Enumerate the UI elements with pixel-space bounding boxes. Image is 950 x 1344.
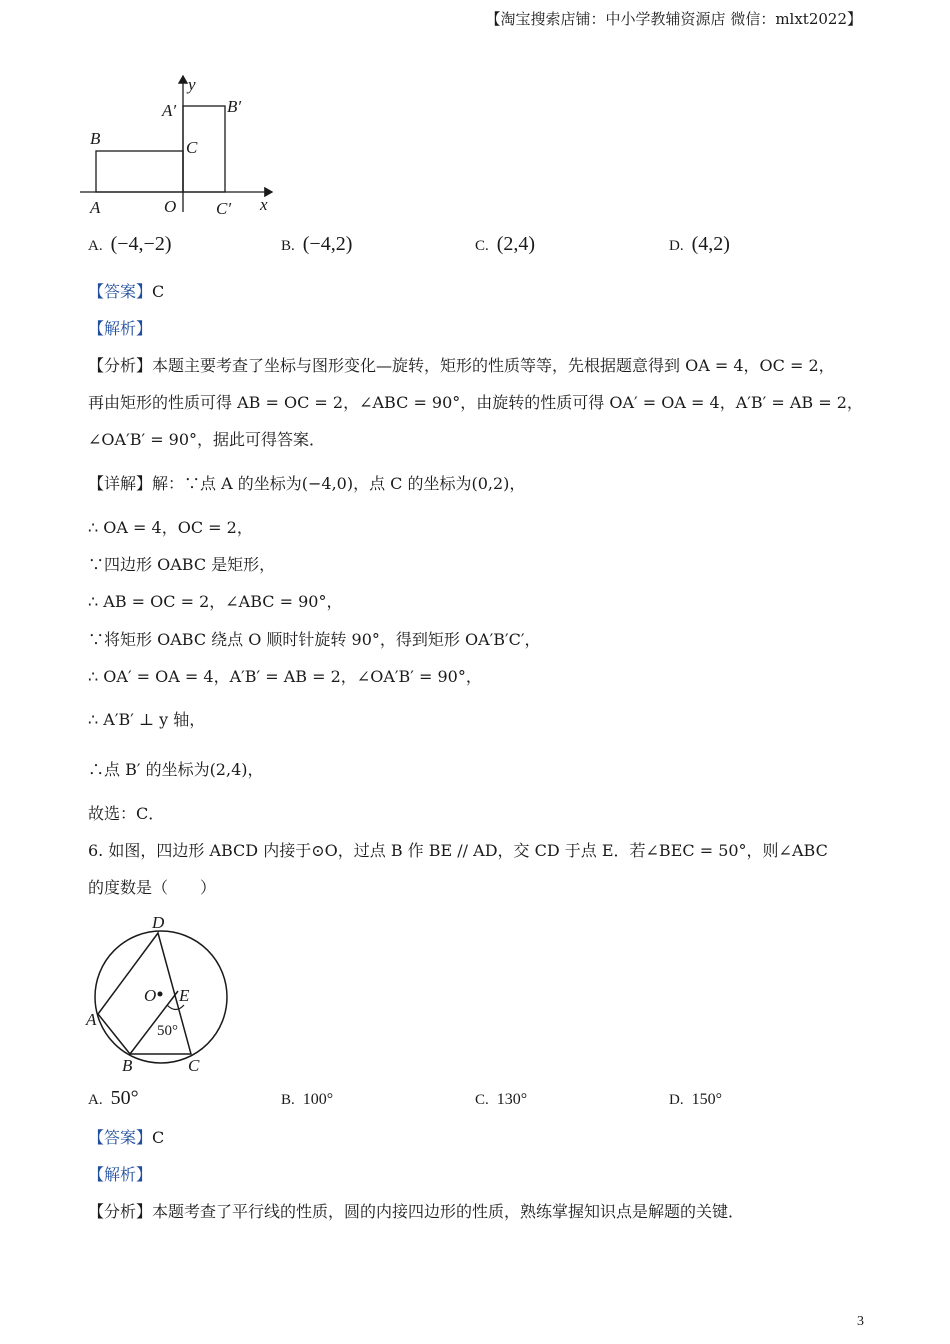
q5-option-a: A. (−4,−2)	[88, 233, 172, 255]
q6-option-c: C. 130°	[475, 1091, 528, 1108]
label-C-prime: C′	[216, 199, 232, 218]
label-B: B	[90, 129, 101, 148]
q5-detail-line2: ∴ OA = 4，OC = 2，	[88, 518, 253, 537]
rectangle-OABC	[96, 151, 183, 192]
q5-fenxi-line2: 再由矩形的性质可得 AB = OC = 2，∠ABC = 90°，由旋转的性质可得 OA′ = OA = 4，A′B′ = AB = 2，	[88, 393, 863, 412]
q5-detail-line6: ∴ OA′ = OA = 4，A′B′ = AB = 2，∠OA′B′ = 90°，	[88, 667, 482, 686]
label-B-prime: B′	[227, 97, 242, 116]
q5-answer: 【答案】C	[88, 282, 165, 301]
q6-option-b: B. 100°	[281, 1091, 334, 1108]
q5-detail-line3: ∵四边形 OABC 是矩形，	[88, 555, 276, 574]
label-O: O	[164, 197, 177, 216]
q5-detail-line4: ∴ AB = OC = 2，∠ABC = 90°，	[88, 592, 343, 611]
label-A: A	[90, 198, 101, 217]
q5-fenxi-line1: 【分析】本题主要考查了坐标与图形变化—旋转，矩形的性质等等，先根据题意得到 OA = 4，OC = 2，	[88, 356, 835, 375]
q5-detail-line8: ∴点 B′ 的坐标为(2,4)，	[88, 760, 264, 779]
q6-answer: 【答案】C	[88, 1128, 165, 1147]
label-C: C	[186, 138, 198, 157]
q5-fenxi-line3: ∠OA′B′ = 90°，据此可得答案．	[88, 430, 326, 449]
label-E: E	[179, 986, 190, 1005]
circle-O	[95, 931, 227, 1063]
center-dot	[158, 992, 163, 997]
q6-analysis-tag: 【解析】	[88, 1165, 153, 1184]
angle-arc-BEC	[167, 1005, 184, 1010]
q6-option-d: D. 150°	[669, 1091, 722, 1108]
label-D: D	[152, 913, 165, 932]
q6-stem-line2: 的度数是（ ）	[88, 878, 217, 897]
q5-option-b: B. (−4,2)	[281, 233, 353, 255]
q5-option-d: D. (4,2)	[669, 233, 730, 255]
q6-stem-line1: 6. 如图，四边形 ABCD 内接于⊙O，过点 B 作 BE // AD，交 CD 于点 E．若∠BEC = 50°，则∠ABC	[88, 841, 828, 860]
q6-option-a: A. 50°	[88, 1087, 139, 1109]
label-B: B	[122, 1056, 133, 1075]
page-number: 3	[857, 1314, 864, 1329]
label-C: C	[188, 1056, 200, 1075]
q5-detail-line7: ∴ A′B′ ⊥ y 轴，	[88, 710, 206, 729]
figure-rectangle-rotation	[80, 72, 290, 220]
label-angle: 50°	[157, 1023, 178, 1039]
q5-option-c: C. (2,4)	[475, 233, 536, 255]
figure-inscribed-quadrilateral	[84, 908, 244, 1078]
q5-detail-line5: ∵将矩形 OABC 绕点 O 顺时针旋转 90°，得到矩形 OA′B′C′，	[88, 630, 541, 649]
label-y: y	[188, 75, 196, 94]
q5-detail-line9: 故选：C．	[88, 804, 165, 823]
q5-analysis-tag: 【解析】	[88, 319, 153, 338]
label-A: A	[86, 1010, 97, 1029]
label-x: x	[260, 195, 268, 214]
q5-detail-line1: 【详解】解：∵点 A 的坐标为(−4,0)，点 C 的坐标为(0,2)，	[88, 474, 526, 493]
page-header: 【淘宝搜索店铺：中小学教辅资源店 微信：mlxt2022】	[485, 10, 862, 28]
q6-fenxi: 【分析】本题考查了平行线的性质，圆的内接四边形的性质，熟练掌握知识点是解题的关键．	[88, 1202, 745, 1221]
label-O: O	[144, 986, 157, 1005]
label-A-prime: A′	[162, 101, 177, 120]
